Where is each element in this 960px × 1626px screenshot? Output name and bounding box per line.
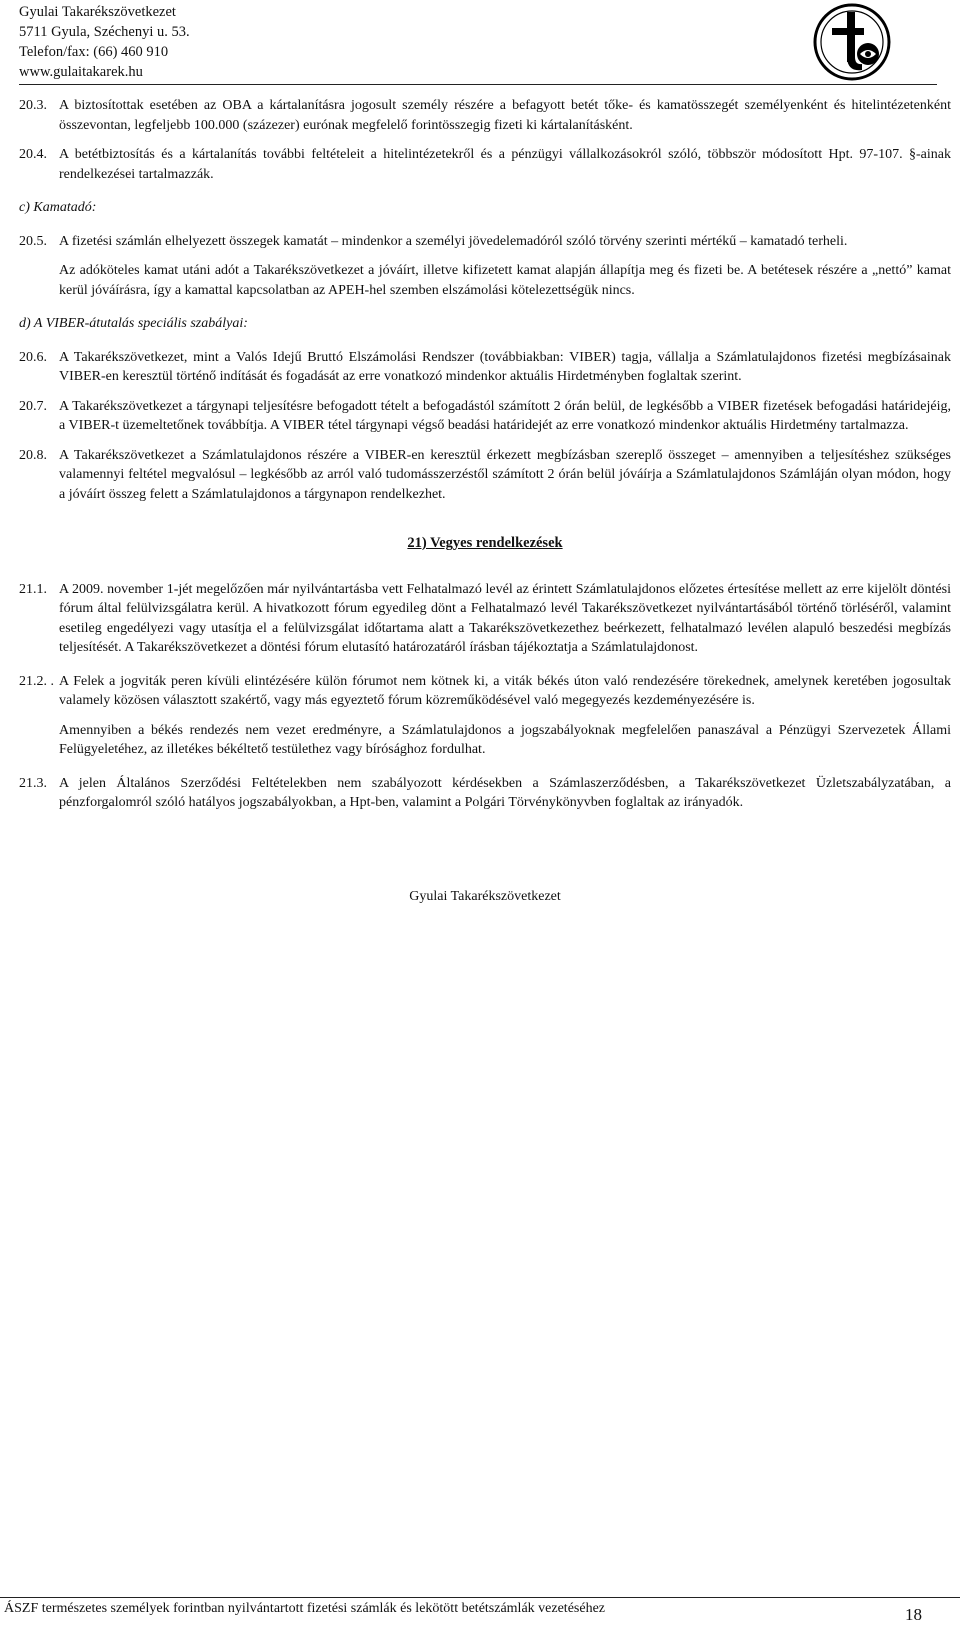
page-number: 18 (905, 1605, 922, 1624)
section-text: A biztosítottak esetében az OBA a kártalanításra jogosult személy részére a befagyott betét tőke- és kamatösszegét személyenként és hitelintézetenként összevontan, legfeljebb 100.000 (százezer) eurónak megfelelő forintösszegig fizeti ki kártalanításként. (59, 98, 951, 133)
section-text: A Felek a jogviták peren kívüli elintézésére külön fórumot nem kötnek ki, a viták békés úton való rendezésére törekednek, amelynek keretében jogosultak valamely közösen választott szakértő, vagy más egyeztető fórum közreműködésével való megegyezés kezdeményezésére is. (59, 673, 951, 708)
section-text: A betétbiztosítás és a kártalanítás további feltételeit a hitelintézetekről és a pénzügyi vállalkozásokról szóló, többször módosított Hpt. 97-107. §-ainak rendelkezései tartalmazzák. (59, 147, 951, 182)
signature: Gyulai Takarékszövetkezet (409, 888, 561, 904)
section-20-3 (19, 96, 951, 135)
takarek-logo-icon (812, 2, 892, 82)
section-text: A Takarékszövetkezet a Számlatulajdonos részére a VIBER-en keresztül érkezett megbízásban szereplő összeget – amennyiben a teljesítéshez szükséges valamennyi feltétel megvalósul – legkésőbb az arról való tudomásszerzéstől számított 2 órán belül jóváírja a Számlatulajdonos Számláján olyan módon, hogy a jóváírt összeg felett a Számlatulajdonos a tárgynapon rendelkezhet. (59, 447, 951, 502)
section-number: 20.3. (19, 98, 47, 113)
subheading-kamatado: c) Kamatadó: (19, 200, 97, 215)
section-20-5-paragraph: Az adóköteles kamat utáni adót a Takarékszövetkezet a jóváírt, illetve kifizetett kamat alapján állapítja meg és fizeti be. A betétesek részére a „nettó” kamat kerül jóváírásra, így a kamattal kapcsolatban az APEH-hel szemben elszámolási kötelezettségük nincs. (59, 263, 951, 298)
section-number: 20.5. (19, 233, 47, 249)
document-body (19, 96, 951, 906)
footer-divider (0, 1597, 960, 1598)
section-20-4 (19, 145, 951, 184)
footer-text: ÁSZF természetes személyek forintban nyilvántartott fizetési számlák és lekötött betétszámlák vezetéséhez (4, 1601, 605, 1616)
subheading-viber: d) A VIBER-átutalás speciális szabályai: (19, 316, 248, 331)
section-20-5 (19, 232, 951, 252)
org-website: www.gulaitakarek.hu (19, 64, 143, 80)
section-number: 21.2. . (19, 673, 54, 689)
org-phone: Telefon/fax: (66) 460 910 (19, 44, 169, 60)
section-text: A Takarékszövetkezet, mint a Valós Idejű Bruttó Elszámolási Rendszer (továbbiakban: VIBER) tagja, vállalja a Számlatulajdonos fizetési megbízásainak VIBER-en keresztül történő indítását és fogadását az erre vonatkozó mindenkor aktuális Hirdetményben foglaltak szerint. (59, 349, 951, 384)
section-number: 21.1. (19, 581, 47, 597)
section-text: A 2009. november 1-jét megelőzően már nyilvántartásba vett Felhatalmazó levél az érintett Számlatulajdonos előzetes értesítése mellett az erre kijelölt döntési fórum által felülvizsgálatra kerül. A hivatkozott fórum egyedileg dönt a Felhatalmazó levél Takarékszövetkezet nyilvántartásából történő törléséről, valamint esetileg engedélyezi vagy utasítja el a felülvizsgálat időtartama alatt a Takarékszövetkezethez beérkezett, felhatalmazó levélen alapuló beszedési megbízás teljesítését. A Takarékszövetkezet a döntési fórum elutasító határozatáról írásban tájékoztatja a Számlatulajdonost. (59, 581, 951, 655)
section-20-6 (19, 348, 951, 387)
section-number: 20.6. (19, 349, 47, 365)
section-text: A fizetési számlán elhelyezett összegek kamatát – mindenkor a személyi jövedelemadóról szóló törvény szerinti mértékű – kamatadó terheli. (59, 233, 848, 249)
section-number: 21.3. (19, 775, 47, 791)
org-name: Gyulai Takarékszövetkezet (19, 4, 176, 20)
section-number: 20.7. (19, 398, 47, 414)
section-21-1 (19, 580, 951, 658)
section-21-3 (19, 774, 951, 813)
section-20-8 (19, 446, 951, 505)
section-text: A Takarékszövetkezet a tárgynapi teljesítésre befogadott tételt a befogadástól számított 2 órán belül, de legkésőbb a VIBER fizetések befogadási határidejéig, a VIBER-t üzemeltetőnek továbbítja. A VIBER tétel tárgynapi végső beadási határidejét az erre vonatkozó mindenkor aktuális Hirdetmény tartalmazza. (59, 398, 951, 433)
org-address: 5711 Gyula, Széchenyi u. 53. (19, 24, 190, 40)
section-text: A jelen Általános Szerződési Feltételekben nem szabályozott kérdésekben a Számlaszerződésben, a Takarékszövetkezet Üzletszabályzatában, a pénzforgalomról szóló hatályos jogszabályokban, a Hpt-ben, valamint a Polgári Törvénykönyvben foglaltak az irányadók. (59, 775, 951, 810)
section-20-7 (19, 397, 951, 436)
chapter-title: 21) Vegyes rendelkezések (407, 535, 563, 551)
letterhead (19, 2, 190, 82)
section-21-2 (19, 672, 951, 711)
section-number: 20.8. (19, 447, 47, 463)
header-divider (19, 84, 937, 85)
section-number: 20.4. (19, 147, 47, 162)
section-21-2-paragraph: Amennyiben a békés rendezés nem vezet eredményre, a Számlatulajdonos a jogszabályoknak megfelelően panaszával a Pénzügyi Szervezetek Állami Felügyeletéhez, az illetékes békéltető testülethez vagy bírósághoz fordulhat. (59, 722, 951, 757)
